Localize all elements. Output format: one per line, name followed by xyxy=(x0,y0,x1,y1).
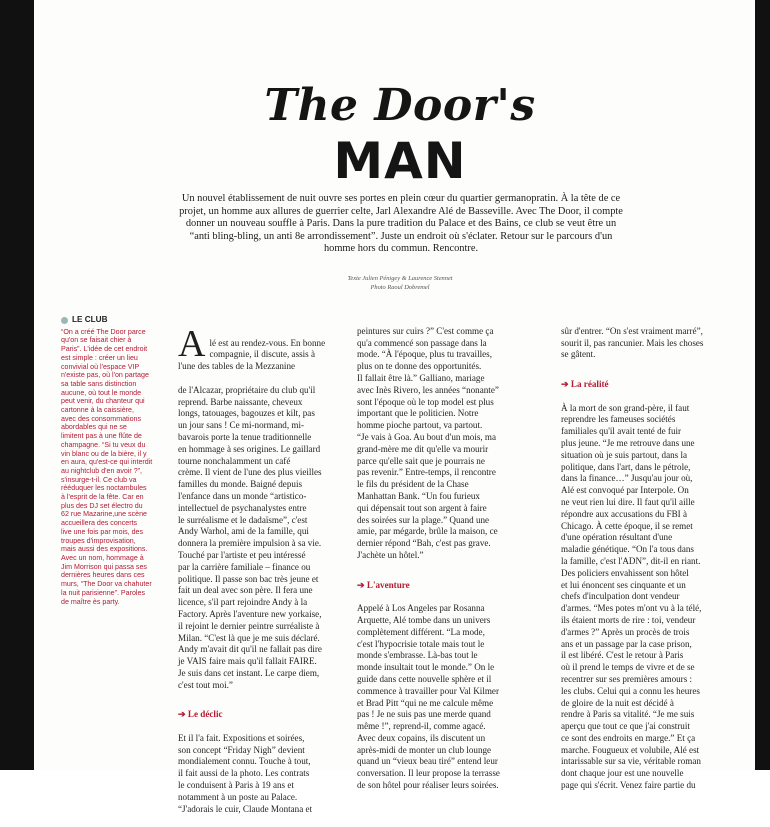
left-frame-border xyxy=(0,0,34,770)
subheading-le-declic xyxy=(178,709,342,721)
column-2-body: peintures sur cuirs ?” C'est comme ça qu'a commencé son passage dans la mode. “À l'époque, plus tu travailles, plus on te donne des opportunités. Il fallait être là.” Galliano, mariage avec Inès Rivero, les années “nonante” sont l'époque où le top model est plus important que le politicien. Notre homme pioche partout, va partout. “Je vais à Goa. Au bout d'un mois, ma grand-mère me dit qu'elle va mourir parce qu'elle sait que je pourrais ne pas revenir.” Entre-temps, il rencontre le fils du président de la Chase Manhattan Bank. “Un fou furieux qui dépensait tout son argent à faire des soirées sur la plage.” Quand une amie, par mégarde, brûle la maison, ce dernier répond “Bah, c'est pas grave. J'achète un hôtel.” xyxy=(357,325,499,560)
article-credits xyxy=(284,274,516,292)
article-title-main: MAN xyxy=(333,132,467,190)
column-1-continued: Et il l'a fait. Expositions et soirées, son concept “Friday Nigh” devient mondialement connu. Touche à tout, il fait aussi de la photo. Les contrats le conduisent à Paris à 19 ans et notamment à un poste au Palace. “J'adorais le cuir, Claude Montana et xyxy=(178,732,313,814)
article-column-1 xyxy=(178,314,342,827)
sidebar-heading xyxy=(61,316,164,325)
article-title-script: The Door's xyxy=(264,80,536,131)
sidebar-heading-label: LE CLUB xyxy=(72,315,108,324)
credits-photo: Photo Raoul Dobremel xyxy=(370,284,430,291)
magazine-page xyxy=(34,0,755,814)
arrow-icon: ➔ xyxy=(357,579,365,590)
right-frame-border xyxy=(755,0,770,770)
credits-text: Texte Julien Pénigey & Laurence Stennet xyxy=(347,275,453,282)
column-3-continued: À la mort de son grand-père, il faut reprendre les fameuses sociétés familiales qu'il avait tenté de fuir plus jeune. “Je me retrouve dans une situation où je suis partout, dans la politique, dans l'art, dans le pétrole, dans la finance…” Jusqu'au jour où, Alé est convoqué par Interpole. On ne veut rien lui dire. Il faut qu'il aille répondre aux accusations du FBI à Chicago. À cette époque, il se remet d'une opération résultant d'une maladie génétique. “On l'a tous dans la famille, c'est l'ADN”, dit-il en riant. Des policiers envahissent son hôtel et lui énoncent ses cinquante et un chefs d'inculpation dont vendeur d'armes. “Mes potes m'ont vu à la télé, ils étaient morts de rire : toi, vendeur d'armes ?” Après un procès de trois ans et un passage par la case prison, il est libéré. C'est le retour à Paris où il prend le temps de vivre et de se recentrer sur ses premières amours : les clubs. Celui qui a connu les heures de gloire de la nuit est décidé à rendre à Paris sa vitalité. “Je me suis aperçu que tout ce que j'ai construit ce sont des endroits en marge.” Et ça marche. Fougueux et volubile, Alé est intarissable sur sa vie, véritable roman dont chaque jour est une nouvelle page qui s'écrit. Venez faire partie du xyxy=(561,402,702,791)
article-column-2 xyxy=(357,314,525,804)
column-2-continued: Appelé à Los Angeles par Rosanna Arquette, Alé tombe dans un univers complètement différent. “La mode, c'est l'hypocrisie totale mais tout le monde s'embrasse. Là-bas tout le monde insultait tout le monde.” On le guide dans cette nouvelle sphère et il commence à travailler pour Val Kilmer et Brad Pitt “qui ne me calcule même pas ! Je ne suis pas une merde quand même !”, reprend-il, comme agacé. Avec deux copains, ils discutent un après-midi de monter un club lounge quand un “vieux beau tiré” entend leur conversation. Il leur propose la terrasse de son hôtel pour réaliser leurs soirées. xyxy=(357,603,500,791)
subheading-label: Le déclic xyxy=(187,709,223,720)
subheading-realite xyxy=(561,379,726,391)
column-1-body: de l'Alcazar, propriétaire du club qu'il reprend. Barbe naissante, cheveux longs, tatouages, bagouzes et kilt, pas un jour sans ! Ce mi-normand, mi- bavarois porte la tenue traditionnelle en hommage à ses origines. Le gaillard tourne nonchalamment un café crème. Il vient de l'une des plus vieilles familles du monde. Baigné depuis l'enfance dans un monde “artistico- intellectuel de psychanalystes entre le surréalisme et le dadaïsme”, c'est Andy Warhol, ami de la famille, qui donnera la première impulsion à sa vie. Touché par l'artiste et peu intéressé par la carrière familiale – finance ou politique. Il passe son bac très jeune et fait un deal avec son père. Il fera une licence, s'il part rejoindre Andy à la Factory. Après l'aventure new yorkaise, il rejoint le dernier peintre surréaliste à Milan. “C'est là que je me suis déclaré. Andy m'avait dit qu'il ne fallait pas dire je VAIS faire mais qu'il fallait FAIRE. Je suis dans cet instant. Le carpe diem, c'est tout moi.” xyxy=(178,384,322,690)
subheading-aventure xyxy=(357,580,525,592)
sidebar-body: “On a créé The Door parce qu'on se faisait chier à Paris”. L'idée de cet endroit est simple : créer un lieu convivial où l'espace VIP n'existe pas, où l'on partage sa table sans distinction aucune, où tout le monde peut venir, du chanteur qui cartonne à la caissière, avec des consommations abordables qui ne se limitent pas à une flûte de champagne. “Si tu veux du vin blanc ou de la bière, il y en aura, qu'est-ce qui interdit au nightclub d'en avoir ?”, s'insurge-t-il. Ce club va rééduquer les noctambules à l'esprit de la fête. Car en plus des DJ set électro du 62 rue Mazarine,une scène accueillera des concerts live une fois par mois, des troupes d'improvisation, mais aussi des expositions. Avec un nom, hommage à Jim Morrison qui passa ses dernières heures dans ces murs, “The Door va chahuter la nuit parisienne”. Paroles de maître ès party. xyxy=(61,327,153,606)
article-intro: Un nouvel établissement de nuit ouvre ses portes en plein cœur du quartier germanopratin. À la tête de ce projet, un homme aux allures de guerrier celte, Jarl Alexandre Alé de Basseville. Avec The Door, il compte donner un nouveau souffle à Paris. Dans la pure tradition du Palace et des Bains, ce club se veut être un “anti bling-bling, un anti 8e arrondissement”. Juste un endroit où s'éclater. Retour sur le parcours d'un homme hors du commun. Rencontre. xyxy=(179,193,623,255)
subheading-label: La réalité xyxy=(570,378,609,389)
sidebar-le-club xyxy=(61,316,164,606)
column-1-lead: lé est au rendez-vous. En bonne compagnie, il discute, assis à l'une des tables de la Mezzanine xyxy=(178,337,326,372)
arrow-icon: ➔ xyxy=(561,378,569,389)
arrow-icon: ➔ xyxy=(178,709,186,720)
article-column-3 xyxy=(561,314,726,804)
bullet-dot-icon xyxy=(61,317,68,324)
column-3-body: sûr d'entrer. “On s'est vraiment marré”, sourit il, pas rancunier. Mais les choses se gâtent. xyxy=(561,325,704,360)
subheading-label: L'aventure xyxy=(366,579,410,590)
drop-cap: A xyxy=(178,322,206,365)
